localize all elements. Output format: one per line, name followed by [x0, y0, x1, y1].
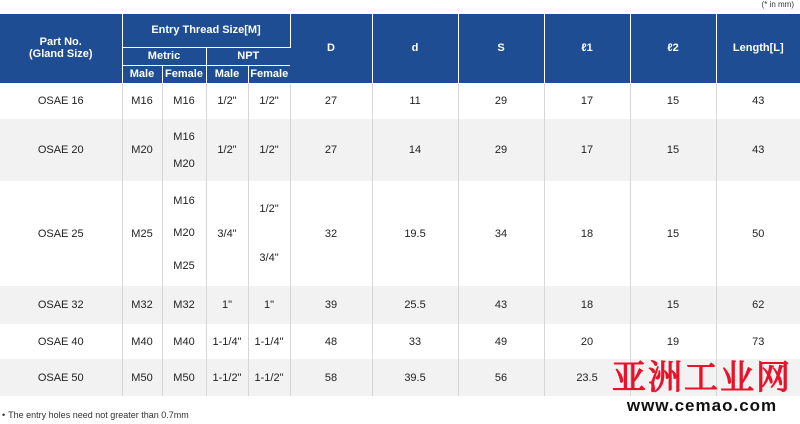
cell-d: 14	[372, 119, 458, 181]
cell-metric-female-value: M20	[173, 157, 195, 170]
table-row	[0, 119, 800, 181]
cell-metric-female	[162, 181, 206, 286]
cell-l1: 20	[544, 324, 630, 359]
table-row	[0, 181, 800, 286]
cell-metric-female: M16	[162, 83, 206, 119]
cell-metric-female-value: M20	[173, 227, 195, 240]
cell-S: 34	[458, 181, 544, 286]
cell-metric-male: M25	[122, 181, 162, 286]
cell-length: 62	[716, 286, 800, 324]
cell-part-no: OSAE 20	[0, 119, 122, 181]
cell-part-no: OSAE 25	[0, 181, 122, 286]
cell-part-no: OSAE 16	[0, 83, 122, 119]
cell-metric-male: M32	[122, 286, 162, 324]
header-entry-thread: Entry Thread Size[M]	[122, 14, 290, 47]
cell-npt-female: 1/2"	[248, 119, 290, 181]
unit-note: (* in mm)	[761, 0, 794, 9]
watermark	[612, 360, 792, 416]
cell-npt-male: 1"	[206, 286, 248, 324]
cell-l2: 15	[630, 119, 716, 181]
cell-D: 27	[290, 83, 372, 119]
cell-metric-male: M40	[122, 324, 162, 359]
watermark-logo-text: 亚洲工业网	[612, 358, 792, 398]
header-l1: ℓ1	[544, 14, 630, 83]
cell-length: 73	[752, 335, 765, 348]
cell-metric-female-value: M16	[173, 130, 195, 143]
cell-npt-female-value: 3/4"	[259, 251, 279, 264]
header-d: d	[372, 14, 458, 83]
cell-S: 49	[458, 324, 544, 359]
watermark-url: www.cemao.com	[626, 396, 778, 415]
cell-metric-female: M40	[162, 324, 206, 359]
cell-npt-female-value: 1/2"	[259, 203, 279, 216]
header-metric: Metric	[122, 47, 206, 65]
cell-l1: 18	[544, 181, 630, 286]
table-row	[0, 324, 800, 359]
footnote-text: The entry holes need not greater than 0.7mm	[8, 410, 189, 420]
spec-table	[0, 14, 800, 396]
cell-d: 33	[372, 324, 458, 359]
cell-l1: 17	[544, 119, 630, 181]
cell-npt-male: 3/4"	[206, 181, 248, 286]
cell-metric-male: M20	[122, 119, 162, 181]
cell-d: 11	[372, 83, 458, 119]
cell-D: 27	[290, 119, 372, 181]
header-npt: NPT	[206, 47, 290, 65]
header-S: S	[458, 14, 544, 83]
cell-npt-female: 1"	[248, 286, 290, 324]
cell-S: 29	[458, 83, 544, 119]
header-length: Length[L]	[716, 14, 800, 83]
cell-npt-female: 1/2"	[248, 83, 290, 119]
cell-npt-female: 1-1/2"	[248, 359, 290, 396]
header-metric-male: Male	[122, 65, 162, 83]
header-part-no	[0, 14, 122, 83]
cell-D: 32	[290, 181, 372, 286]
header-D: D	[290, 14, 372, 83]
cell-metric-female-value: M25	[173, 259, 195, 272]
cell-l2: 15	[630, 181, 716, 286]
cell-metric-female	[162, 119, 206, 181]
cell-metric-male: M50	[122, 359, 162, 396]
cell-metric-female: M50	[162, 359, 206, 396]
cell-l2: 19	[630, 324, 716, 359]
cell-npt-male: 1/2"	[206, 119, 248, 181]
cell-npt-male: 1-1/2"	[206, 359, 248, 396]
cell-l2: 15	[630, 286, 716, 324]
cell-npt-male: 1-1/4"	[206, 324, 248, 359]
table-row	[0, 286, 800, 324]
cell-part-no: OSAE 40	[0, 324, 122, 359]
cell-part-no: OSAE 50	[0, 359, 122, 396]
cell-npt-female	[248, 181, 290, 286]
cell-l1: 18	[544, 286, 630, 324]
cell-S: 29	[458, 119, 544, 181]
header-npt-female: Female	[248, 65, 290, 83]
cell-D: 58	[290, 359, 372, 396]
cell-part-no: OSAE 32	[0, 286, 122, 324]
header-metric-female: Female	[162, 65, 206, 83]
cell-l1: 17	[544, 83, 630, 119]
cell-S: 56	[458, 359, 544, 396]
cell-metric-male: M16	[122, 83, 162, 119]
cell-length: 50	[752, 227, 765, 240]
header-part-no-line1: Part No.	[39, 36, 82, 49]
cell-npt-male: 1/2"	[206, 83, 248, 119]
bullet-icon: •	[2, 410, 6, 420]
cell-d: 19.5	[372, 181, 458, 286]
cell-S: 43	[458, 286, 544, 324]
footnote	[2, 410, 189, 420]
cell-D: 39	[290, 286, 372, 324]
cell-d: 25.5	[372, 286, 458, 324]
cell-length: 43	[716, 119, 800, 181]
cell-metric-female: M32	[162, 286, 206, 324]
cell-l1: 23.5	[544, 359, 630, 396]
cell-metric-female-value: M16	[173, 195, 195, 208]
header-part-no-line2: (Gland Size)	[28, 48, 93, 61]
cell-D: 48	[290, 324, 372, 359]
cell-d: 39.5	[372, 359, 458, 396]
table-body	[0, 83, 800, 396]
cell-npt-female: 1-1/4"	[248, 324, 290, 359]
header-npt-male: Male	[206, 65, 248, 83]
cell-length: 43	[752, 95, 765, 108]
table-row	[0, 83, 800, 119]
header-l2: ℓ2	[630, 14, 716, 83]
cell-l2: 15	[630, 83, 716, 119]
